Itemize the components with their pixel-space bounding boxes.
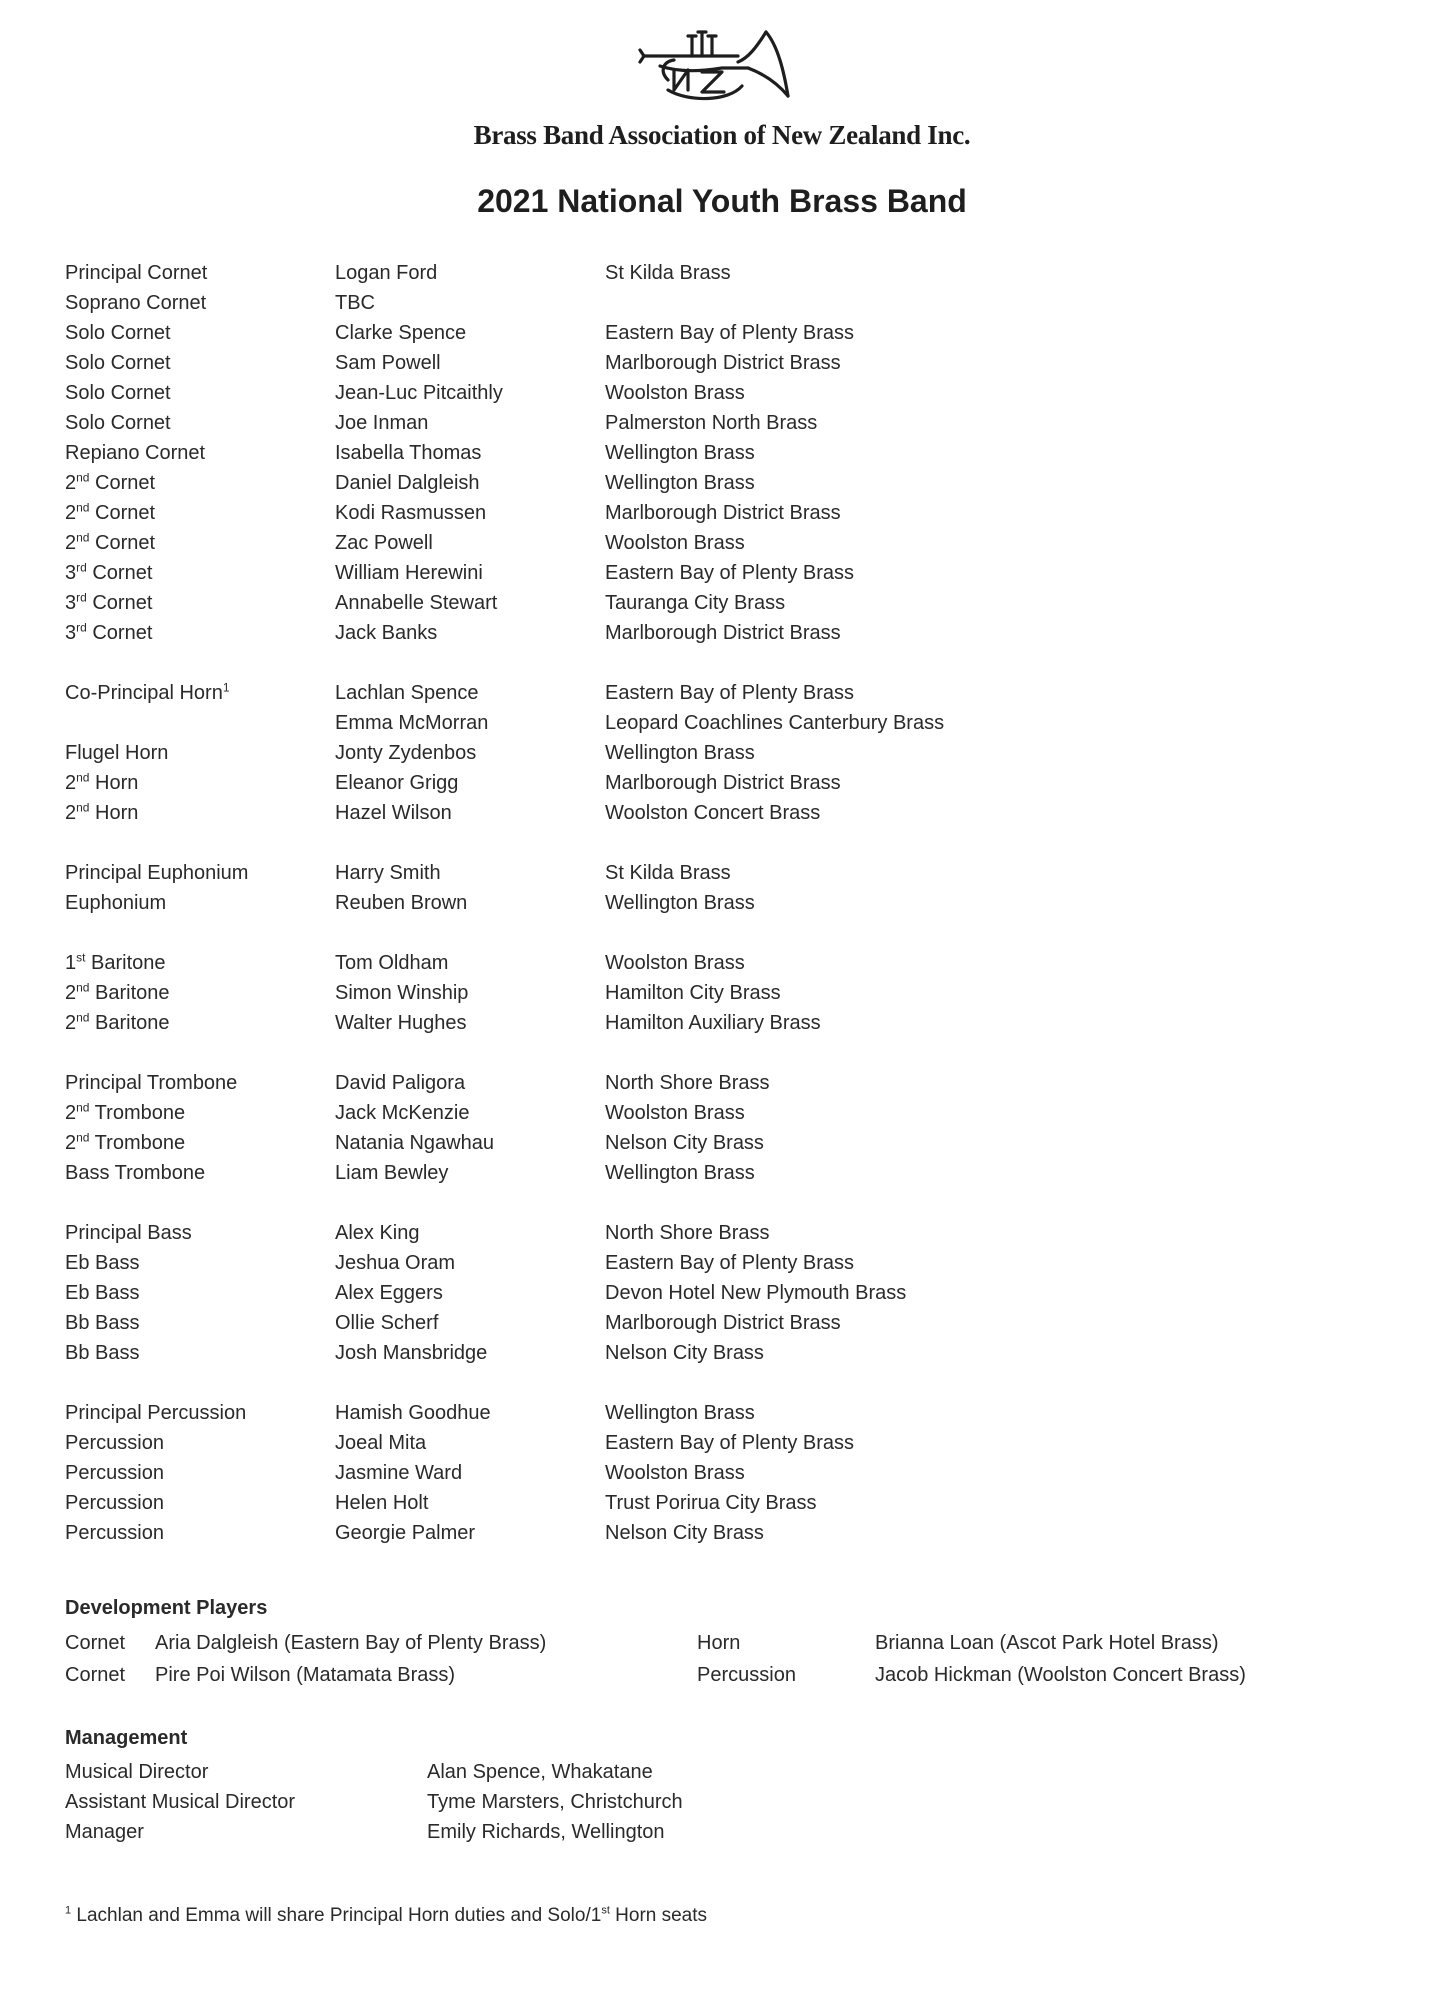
player-position-text: Percussion: [65, 1492, 164, 1514]
player-position: [65, 888, 166, 918]
footnote: [65, 1905, 707, 1927]
roster-row: [65, 618, 1165, 648]
player-position: [65, 1398, 246, 1428]
player-name: William Herewini: [335, 562, 483, 584]
player-position: [65, 1218, 192, 1248]
player-name: Jonty Zydenbos: [335, 742, 477, 764]
management-person: Emily Richards, Wellington: [427, 1821, 665, 1843]
development-player: Aria Dalgleish (Eastern Bay of Plenty Brass): [155, 1632, 547, 1654]
roster-row: [65, 558, 1165, 588]
player-name: Tom Oldham: [335, 952, 449, 974]
player-name: Helen Holt: [335, 1492, 429, 1514]
roster-row: [65, 1458, 1165, 1488]
player-position: [65, 318, 171, 348]
player-position: [65, 1248, 139, 1278]
player-position: 3rd Cornet: [65, 590, 153, 614]
player-band: Nelson City Brass: [605, 1132, 764, 1154]
development-instrument: Horn: [697, 1632, 741, 1654]
roster-row: [65, 978, 1165, 1008]
player-position: 2nd Baritone: [65, 980, 170, 1004]
player-band: Woolston Brass: [605, 952, 745, 974]
player-band: Wellington Brass: [605, 742, 755, 764]
roster-row: [65, 768, 1165, 798]
player-position-text: Co-Principal Horn: [65, 682, 223, 704]
roster-row: [65, 858, 1165, 888]
player-band: St Kilda Brass: [605, 262, 731, 284]
player-band: Palmerston North Brass: [605, 412, 818, 434]
player-name: Zac Powell: [335, 532, 433, 554]
development-players-list: [65, 1627, 1365, 1691]
player-name: Alex King: [335, 1222, 420, 1244]
player-name: Jack McKenzie: [335, 1102, 470, 1124]
player-name: David Paligora: [335, 1072, 466, 1094]
development-player: Jacob Hickman (Woolston Concert Brass): [875, 1664, 1246, 1686]
player-name: Sam Powell: [335, 352, 441, 374]
player-name: Joe Inman: [335, 412, 429, 434]
player-name: Natania Ngawhau: [335, 1132, 494, 1154]
player-band: Wellington Brass: [605, 1402, 755, 1424]
player-band: Marlborough District Brass: [605, 772, 841, 794]
roster-row: [65, 1098, 1165, 1128]
development-player: Pire Poi Wilson (Matamata Brass): [155, 1664, 456, 1686]
footnote-reference: 1: [222, 680, 230, 695]
player-band: Leopard Coachlines Canterbury Brass: [605, 712, 945, 734]
roster-row: [65, 738, 1165, 768]
roster-row: [65, 318, 1165, 348]
roster-row: [65, 1518, 1165, 1548]
player-band: Woolston Concert Brass: [605, 802, 821, 824]
player-name: Hazel Wilson: [335, 802, 452, 824]
player-name: Daniel Dalgleish: [335, 472, 480, 494]
player-band: Eastern Bay of Plenty Brass: [605, 322, 855, 344]
player-name: Isabella Thomas: [335, 442, 482, 464]
player-position-text: Eb Bass: [65, 1252, 140, 1274]
player-band: Woolston Brass: [605, 532, 745, 554]
player-position: [65, 1068, 237, 1098]
player-position: [65, 1308, 139, 1338]
player-position: [65, 1338, 139, 1368]
player-position-text: Percussion: [65, 1522, 164, 1544]
player-band: Nelson City Brass: [605, 1342, 764, 1364]
development-heading: Development Players: [65, 1597, 268, 1619]
roster-row: [65, 708, 1165, 738]
player-position-text: Eb Bass: [65, 1282, 140, 1304]
roster-row: [65, 378, 1165, 408]
player-band: Wellington Brass: [605, 472, 755, 494]
player-name: Reuben Brown: [335, 892, 468, 914]
player-position: [65, 1488, 164, 1518]
roster-row: [65, 1248, 1165, 1278]
management-row: [65, 1757, 1065, 1787]
player-name: Walter Hughes: [335, 1012, 467, 1034]
player-band: Hamilton Auxiliary Brass: [605, 1012, 821, 1034]
player-position: [65, 258, 207, 288]
roster-row: [65, 798, 1165, 828]
player-position: 3rd Cornet: [65, 560, 153, 584]
player-position: [65, 1158, 205, 1188]
player-position: 2nd Trombone: [65, 1130, 186, 1154]
management-role: Manager: [65, 1821, 144, 1843]
roster-row: [65, 258, 1165, 288]
player-position-text: Solo Cornet: [65, 382, 171, 404]
management-row: [65, 1787, 1065, 1817]
footnote-text: Lachlan and Emma will share Principal Horn duties and Solo/1st Horn seats: [76, 1904, 708, 1926]
player-band: Eastern Bay of Plenty Brass: [605, 1252, 855, 1274]
roster-row: [65, 948, 1165, 978]
roster-row: [65, 888, 1165, 918]
player-position: 1st Baritone: [65, 950, 166, 974]
management-row: [65, 1817, 1065, 1847]
roster-table: [65, 258, 1165, 1548]
roster-row: [65, 588, 1165, 618]
player-band: Marlborough District Brass: [605, 502, 841, 524]
player-band: Woolston Brass: [605, 1462, 745, 1484]
player-position: [65, 738, 168, 768]
roster-row: [65, 1008, 1165, 1038]
player-position: [65, 438, 205, 468]
player-position: 2nd Trombone: [65, 1100, 186, 1124]
management-person: Tyme Marsters, Christchurch: [427, 1791, 683, 1813]
page-title: 2021 National Youth Brass Band: [477, 183, 967, 219]
player-band: Tauranga City Brass: [605, 592, 786, 614]
roster-row: [65, 1218, 1165, 1248]
roster-row: [65, 1428, 1165, 1458]
player-name: Kodi Rasmussen: [335, 502, 487, 524]
player-name: Alex Eggers: [335, 1282, 443, 1304]
development-instrument: Percussion: [697, 1664, 796, 1686]
player-position: 2nd Baritone: [65, 1010, 170, 1034]
management-list: [65, 1757, 1065, 1847]
player-position-text: Principal Cornet: [65, 262, 208, 284]
player-position: 2nd Cornet: [65, 470, 156, 494]
player-band: Nelson City Brass: [605, 1522, 764, 1544]
roster-row: [65, 468, 1165, 498]
player-position: 2nd Horn: [65, 800, 139, 824]
roster-row: [65, 1158, 1165, 1188]
player-band: Eastern Bay of Plenty Brass: [605, 562, 855, 584]
player-position: 2nd Cornet: [65, 530, 156, 554]
player-band: North Shore Brass: [605, 1222, 770, 1244]
player-position-text: Repiano Cornet: [65, 442, 206, 464]
player-name: Simon Winship: [335, 982, 469, 1004]
roster-row: [65, 1308, 1165, 1338]
player-position-text: Principal Bass: [65, 1222, 192, 1244]
player-position: 3rd Cornet: [65, 620, 153, 644]
management-role: Musical Director: [65, 1761, 209, 1783]
player-band: Wellington Brass: [605, 1162, 755, 1184]
roster-row: [65, 1488, 1165, 1518]
organisation-name: Brass Band Association of New Zealand Inc.: [473, 120, 971, 150]
player-band: Marlborough District Brass: [605, 1312, 841, 1334]
roster-row: [65, 678, 1165, 708]
development-row: [65, 1659, 1365, 1691]
player-position: [65, 378, 171, 408]
player-position-text: Solo Cornet: [65, 352, 171, 374]
player-band: Devon Hotel New Plymouth Brass: [605, 1282, 907, 1304]
player-name: Josh Mansbridge: [335, 1342, 488, 1364]
player-name: Joeal Mita: [335, 1432, 427, 1454]
player-name: Emma McMorran: [335, 712, 489, 734]
development-row: [65, 1627, 1365, 1659]
player-position-text: Bass Trombone: [65, 1162, 206, 1184]
roster-row: [65, 498, 1165, 528]
player-name: Eleanor Grigg: [335, 772, 459, 794]
roster-row: [65, 528, 1165, 558]
management-person: Alan Spence, Whakatane: [427, 1761, 653, 1783]
player-position: [65, 348, 171, 378]
development-instrument: Cornet: [65, 1664, 126, 1686]
roster-row: [65, 1128, 1165, 1158]
player-position-text: Solo Cornet: [65, 322, 171, 344]
player-position-text: Flugel Horn: [65, 742, 169, 764]
management-role: Assistant Musical Director: [65, 1791, 296, 1813]
player-name: Jeshua Oram: [335, 1252, 456, 1274]
player-position: [65, 1458, 164, 1488]
player-band: Hamilton City Brass: [605, 982, 781, 1004]
roster-row: [65, 1278, 1165, 1308]
player-name: Jasmine Ward: [335, 1462, 463, 1484]
player-position: 2nd Horn: [65, 770, 139, 794]
player-position: [65, 678, 230, 708]
player-band: Wellington Brass: [605, 892, 755, 914]
player-band: Woolston Brass: [605, 382, 745, 404]
player-band: Woolston Brass: [605, 1102, 745, 1124]
player-name: Jack Banks: [335, 622, 438, 644]
player-position-text: Principal Euphonium: [65, 862, 249, 884]
player-name: Lachlan Spence: [335, 682, 479, 704]
player-position-text: Soprano Cornet: [65, 292, 207, 314]
roster-row: [65, 1068, 1165, 1098]
player-name: Ollie Scherf: [335, 1312, 439, 1334]
player-name: Liam Bewley: [335, 1162, 449, 1184]
player-name: TBC: [335, 292, 375, 314]
player-band: Eastern Bay of Plenty Brass: [605, 1432, 855, 1454]
player-band: Trust Porirua City Brass: [605, 1492, 817, 1514]
development-instrument: Cornet: [65, 1632, 126, 1654]
player-position: [65, 288, 206, 318]
player-position-text: Percussion: [65, 1462, 164, 1484]
trumpet-nz-logo-icon: [638, 22, 806, 106]
player-band: Eastern Bay of Plenty Brass: [605, 682, 855, 704]
player-position: [65, 1428, 164, 1458]
player-name: Georgie Palmer: [335, 1522, 476, 1544]
player-name: Hamish Goodhue: [335, 1402, 491, 1424]
player-position-text: Bb Bass: [65, 1342, 140, 1364]
player-band: St Kilda Brass: [605, 862, 731, 884]
player-position-text: Euphonium: [65, 892, 167, 914]
player-position-text: Percussion: [65, 1432, 164, 1454]
player-band: Marlborough District Brass: [605, 352, 841, 374]
player-position-text: Principal Trombone: [65, 1072, 238, 1094]
player-position-text: Principal Percussion: [65, 1402, 247, 1424]
player-name: Clarke Spence: [335, 322, 467, 344]
player-name: Jean-Luc Pitcaithly: [335, 382, 503, 404]
player-position: 2nd Cornet: [65, 500, 156, 524]
roster-row: [65, 438, 1165, 468]
development-player: Brianna Loan (Ascot Park Hotel Brass): [875, 1632, 1219, 1654]
player-band: North Shore Brass: [605, 1072, 770, 1094]
player-name: Annabelle Stewart: [335, 592, 498, 614]
roster-row: [65, 1338, 1165, 1368]
player-band: Marlborough District Brass: [605, 622, 841, 644]
player-position: [65, 408, 171, 438]
management-heading: Management: [65, 1727, 188, 1749]
roster-row: [65, 1398, 1165, 1428]
roster-row: [65, 348, 1165, 378]
player-position-text: Solo Cornet: [65, 412, 171, 434]
player-position: [65, 1518, 164, 1548]
player-position: [65, 1278, 139, 1308]
player-position: [65, 858, 248, 888]
roster-row: [65, 288, 1165, 318]
player-name: Logan Ford: [335, 262, 438, 284]
player-position-text: Bb Bass: [65, 1312, 140, 1334]
roster-row: [65, 408, 1165, 438]
player-name: Harry Smith: [335, 862, 441, 884]
footnote-marker: 1: [65, 1904, 72, 1917]
player-band: Wellington Brass: [605, 442, 755, 464]
